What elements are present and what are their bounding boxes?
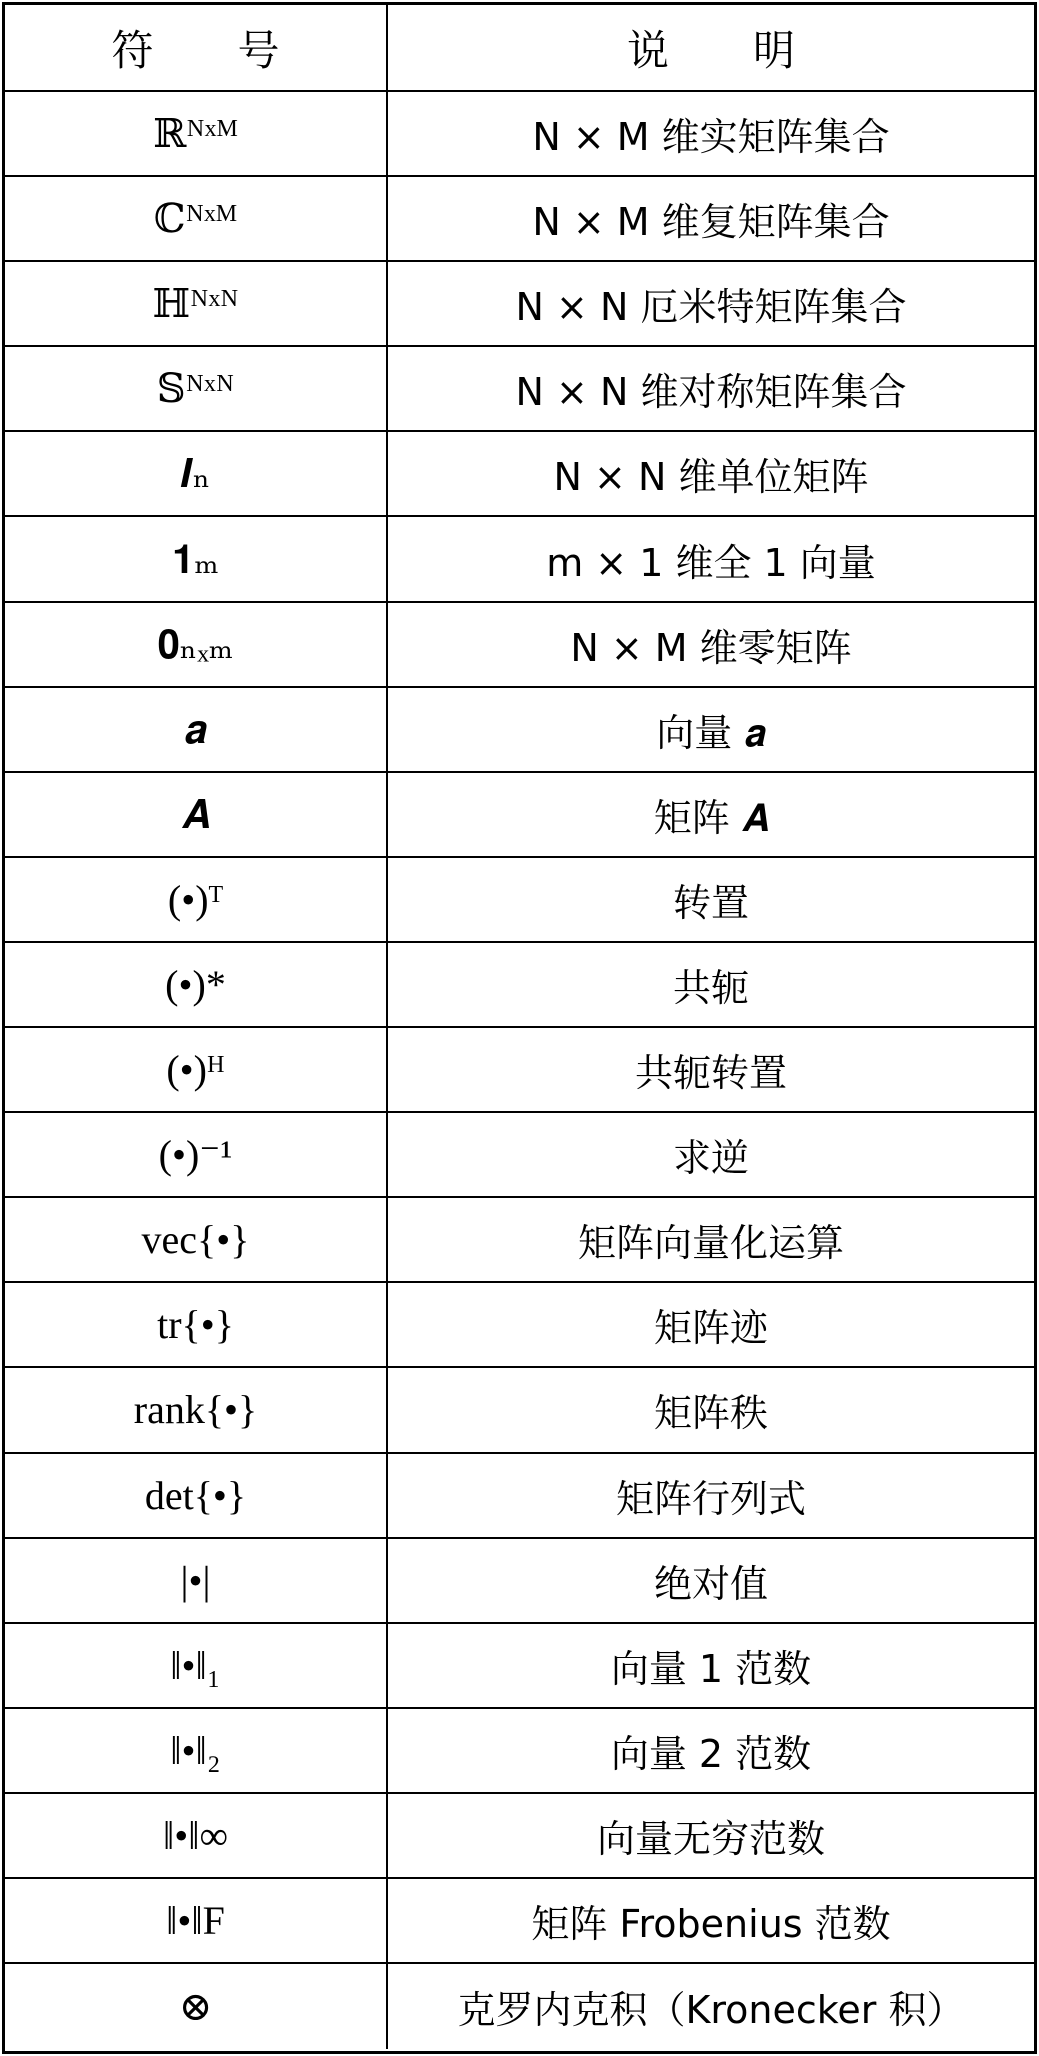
- description-cell: 向量 1 范数: [610, 1646, 812, 1691]
- description-cell: N × M 维零矩阵: [570, 625, 852, 670]
- description-cell: 向量 2 范数: [610, 1731, 812, 1776]
- symbol-cell: rank{•}: [5, 1368, 388, 1451]
- description-cell: 矩阵秩: [653, 1391, 768, 1436]
- symbol-cell: tr{•}: [5, 1283, 388, 1366]
- symbol-cell: (•)ᵀ: [5, 858, 388, 941]
- description-cell: 求逆: [672, 1136, 749, 1181]
- table-row: [5, 1283, 1034, 1368]
- table-row: [5, 603, 1034, 688]
- description-cell: N × M 维实矩阵集合: [532, 115, 890, 160]
- symbol-cell: (•)ᴴ: [5, 1028, 388, 1111]
- description-cell: 向量 𝒂: [656, 710, 766, 755]
- description-cell: 克罗内克积（Kronecker 积）: [457, 1988, 965, 2033]
- symbol-cell: 𝑨: [5, 773, 388, 856]
- symbol-cell: 𝟎ₙₓₘ: [5, 603, 388, 686]
- symbol-cell: 𝒂: [5, 688, 388, 771]
- table-body: [5, 92, 1034, 2049]
- table-row: [5, 1454, 1034, 1539]
- description-cell: 矩阵 𝑨: [653, 795, 769, 840]
- symbol-cell: ⊗: [5, 1964, 388, 2049]
- description-cell: 共轭: [672, 965, 749, 1010]
- header-description: 说 明: [626, 25, 795, 75]
- table-row: [5, 943, 1034, 1028]
- table-row: [5, 1198, 1034, 1283]
- table-row: [5, 517, 1034, 602]
- table-row: [5, 262, 1034, 347]
- description-cell: 矩阵 Frobenius 范数: [531, 1902, 891, 1947]
- table-row: [5, 1709, 1034, 1794]
- symbol-cell: |•|: [5, 1539, 388, 1622]
- symbol-cell: det{•}: [5, 1454, 388, 1537]
- table-row: [5, 858, 1034, 943]
- symbol-cell: ℍᴺˣᴺ: [5, 262, 388, 345]
- symbol-cell: 𝑰ₙ: [5, 432, 388, 515]
- symbol-cell: ‖•‖∞: [5, 1794, 388, 1877]
- table-row: [5, 688, 1034, 773]
- symbol-cell: vec{•}: [5, 1198, 388, 1281]
- table-row: [5, 1368, 1034, 1453]
- table-row: [5, 773, 1034, 858]
- table-row: [5, 1539, 1034, 1624]
- notation-table: [2, 2, 1037, 2054]
- description-cell: N × N 维单位矩阵: [553, 455, 869, 500]
- table-row: [5, 92, 1034, 177]
- description-cell: 矩阵行列式: [615, 1476, 806, 1521]
- symbol-cell: (•)⁻¹: [5, 1113, 388, 1196]
- table-row: [5, 1794, 1034, 1879]
- header-symbol: 符 号: [5, 5, 388, 90]
- description-cell: 绝对值: [653, 1561, 768, 1606]
- description-cell: m × 1 维全 1 向量: [546, 540, 876, 585]
- symbol-cell: 𝟏ₘ: [5, 517, 388, 600]
- symbol-cell: ℝᴺˣᴹ: [5, 92, 388, 175]
- table-row: [5, 1879, 1034, 1964]
- symbol-cell: ‖•‖₂: [5, 1709, 388, 1792]
- table-row: [5, 1113, 1034, 1198]
- description-cell: 共轭转置: [634, 1051, 787, 1096]
- symbol-cell: ‖•‖₁: [5, 1624, 388, 1707]
- description-cell: 矩阵向量化运算: [577, 1221, 844, 1266]
- description-cell: N × M 维复矩阵集合: [532, 200, 890, 245]
- symbol-cell: (•)*: [5, 943, 388, 1026]
- table-row: [5, 177, 1034, 262]
- table-row: [5, 347, 1034, 432]
- description-cell: 矩阵迹: [653, 1306, 768, 1351]
- table-row: [5, 1964, 1034, 2049]
- description-cell: 转置: [672, 880, 749, 925]
- table-row: [5, 1624, 1034, 1709]
- symbol-cell: ‖•‖F: [5, 1879, 388, 1962]
- table-header-row: [5, 5, 1034, 92]
- symbol-cell: ℂᴺˣᴹ: [5, 177, 388, 260]
- table-row: [5, 1028, 1034, 1113]
- description-cell: 向量无穷范数: [596, 1816, 825, 1861]
- table-row: [5, 432, 1034, 517]
- description-cell: N × N 维对称矩阵集合: [515, 370, 907, 415]
- description-cell: N × N 厄米特矩阵集合: [515, 285, 907, 330]
- symbol-cell: 𝕊ᴺˣᴺ: [5, 347, 388, 430]
